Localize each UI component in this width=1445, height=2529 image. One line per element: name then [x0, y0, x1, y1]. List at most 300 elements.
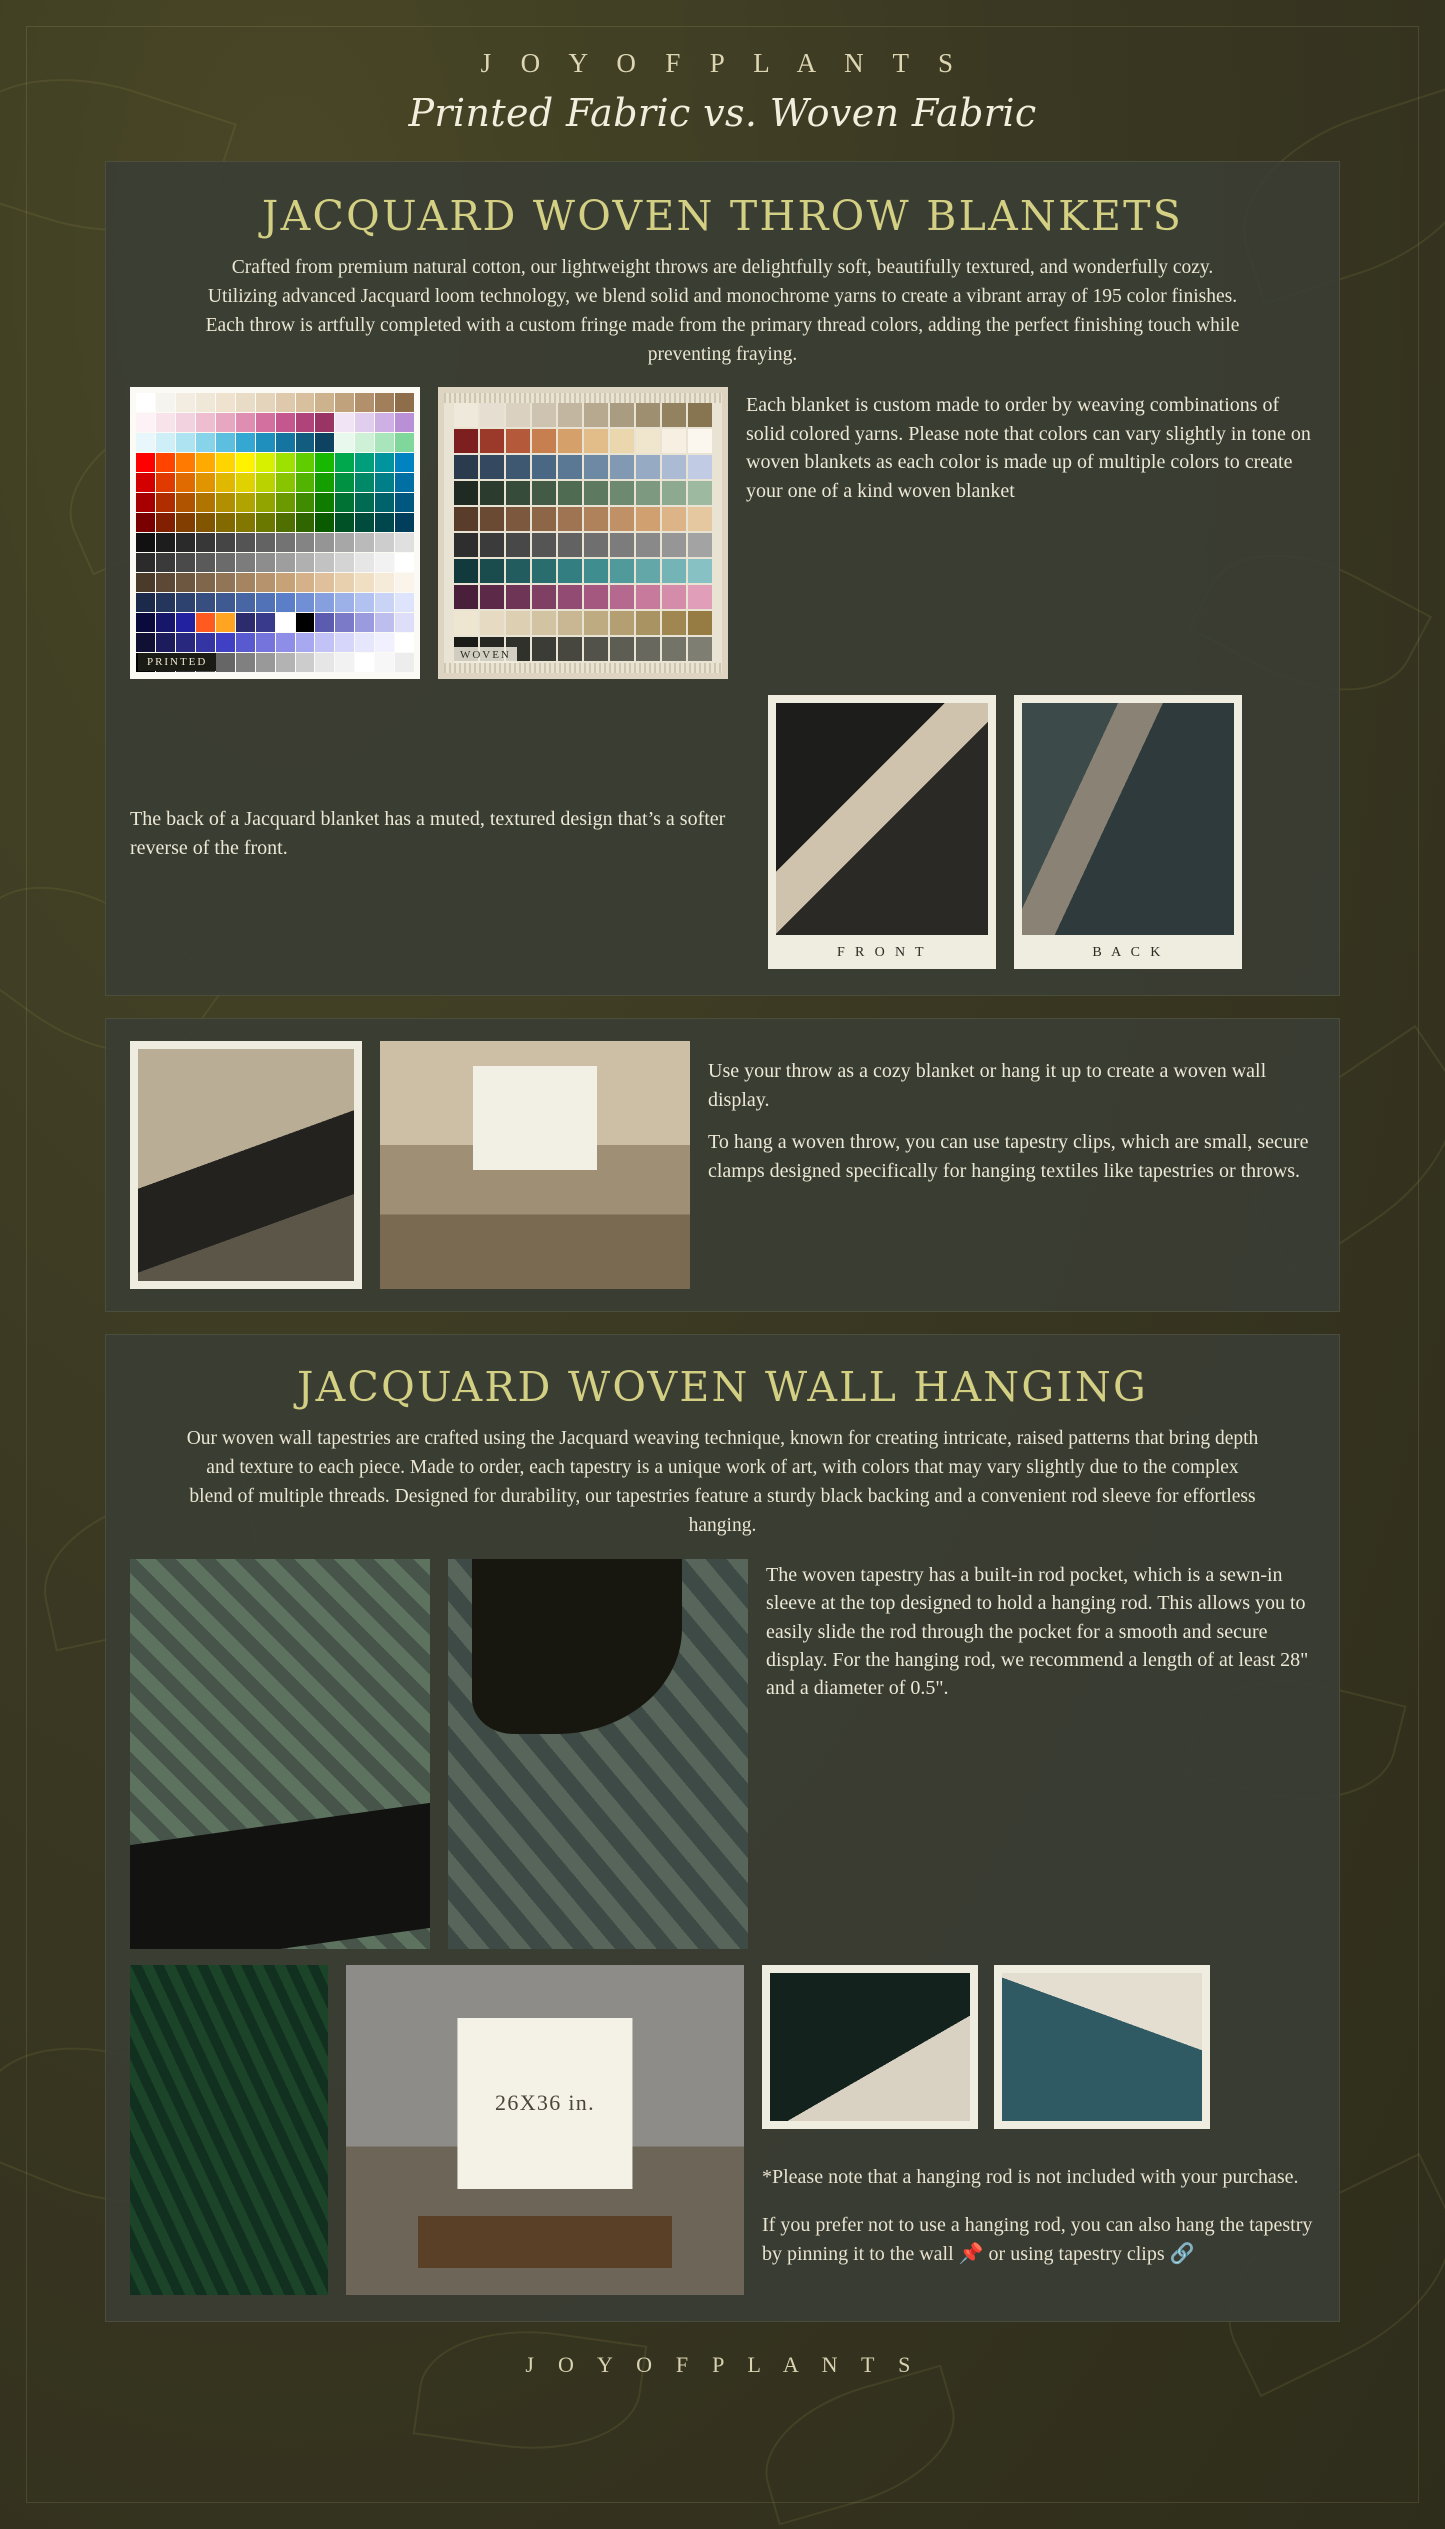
color-swatch: [156, 493, 175, 512]
brand-title: J O Y O F P L A N T S: [480, 48, 965, 78]
color-swatch: [688, 507, 712, 531]
color-swatch: [375, 613, 394, 632]
color-swatch: [480, 585, 504, 609]
color-swatch: [395, 653, 414, 672]
color-swatch: [506, 611, 530, 635]
color-swatch: [315, 453, 334, 472]
color-swatch: [335, 653, 354, 672]
color-swatch: [256, 433, 275, 452]
color-swatch: [355, 613, 374, 632]
color-swatch: [236, 533, 255, 552]
color-swatch: [506, 455, 530, 479]
color-swatch: [395, 513, 414, 532]
color-swatch: [276, 533, 295, 552]
color-swatch: [315, 633, 334, 652]
color-swatch: [256, 453, 275, 472]
footer-brand: J O Y O F P L A N T S: [525, 2351, 920, 2377]
color-swatch: [156, 393, 175, 412]
color-swatch: [176, 553, 195, 572]
color-swatch: [276, 593, 295, 612]
section3-note-1: *Please note that a hanging rod is not included with your purchase.: [762, 2165, 1299, 2188]
color-swatch: [216, 493, 235, 512]
color-swatch: [355, 393, 374, 412]
color-swatch: [176, 573, 195, 592]
section1-title: JACQUARD WOVEN THROW BLANKETS: [261, 192, 1184, 240]
color-swatch: [315, 413, 334, 432]
color-swatch: [196, 473, 215, 492]
folded-throw-frame: [130, 1041, 362, 1289]
color-swatch: [276, 453, 295, 472]
section1-side-text: Each blanket is custom made to order by weaving combinations of solid colored yarns. Please note that colors can vary slightly in tone on woven blankets as each color is made up of multiple colors to create your one of a kind woven blanket: [746, 394, 1311, 502]
color-swatch: [196, 513, 215, 532]
color-swatch: [156, 533, 175, 552]
color-swatch: [355, 493, 374, 512]
color-swatch: [480, 559, 504, 583]
color-swatch: [176, 473, 195, 492]
color-swatch: [196, 553, 215, 572]
back-caption-wrapper: [130, 695, 750, 862]
color-swatch: [375, 433, 394, 452]
color-swatch: [176, 413, 195, 432]
color-swatch: [216, 433, 235, 452]
color-swatch: [136, 633, 155, 652]
color-swatch: [196, 533, 215, 552]
color-swatch: [296, 493, 315, 512]
color-swatch: [236, 653, 255, 672]
color-swatch: [506, 585, 530, 609]
color-swatch: [236, 573, 255, 592]
color-swatch: [315, 533, 334, 552]
back-photo: [1022, 703, 1234, 935]
color-swatch: [375, 593, 394, 612]
color-swatch: [335, 613, 354, 632]
color-swatch: [662, 611, 686, 635]
color-swatch: [480, 481, 504, 505]
color-swatch: [256, 513, 275, 532]
color-swatch: [196, 453, 215, 472]
color-swatch: [335, 593, 354, 612]
living-room-photo: [380, 1041, 690, 1289]
color-swatch: [662, 533, 686, 557]
printed-swatch-grid: [130, 387, 420, 677]
color-swatch: [355, 553, 374, 572]
color-swatch: [636, 637, 660, 661]
color-swatch: [375, 473, 394, 492]
color-swatch: [196, 433, 215, 452]
woven-label: WOVEN: [454, 647, 517, 663]
color-swatch: [315, 593, 334, 612]
color-swatch: [480, 533, 504, 557]
color-swatch: [395, 573, 414, 592]
color-swatch: [236, 553, 255, 572]
color-swatch: [196, 593, 215, 612]
color-swatch: [454, 481, 478, 505]
color-swatch: [532, 429, 556, 453]
color-swatch: [610, 637, 634, 661]
color-swatch: [355, 573, 374, 592]
color-swatch: [558, 403, 582, 427]
color-swatch: [688, 533, 712, 557]
color-swatch: [176, 533, 195, 552]
color-swatch: [688, 637, 712, 661]
color-swatch: [136, 493, 155, 512]
color-swatch: [532, 637, 556, 661]
leaf-tapestry-photo: [130, 1965, 328, 2295]
color-swatch: [506, 403, 530, 427]
color-swatch: [216, 553, 235, 572]
color-swatch: [355, 533, 374, 552]
color-swatch: [176, 633, 195, 652]
color-swatch: [688, 481, 712, 505]
woven-swatch-card-wrapper: [438, 387, 728, 679]
color-swatch: [454, 533, 478, 557]
color-swatch: [156, 513, 175, 532]
section-wall-hanging: [105, 1334, 1340, 2321]
color-swatch: [276, 513, 295, 532]
color-swatch: [454, 429, 478, 453]
color-swatch: [662, 403, 686, 427]
color-swatch: [355, 433, 374, 452]
color-swatch: [276, 433, 295, 452]
color-swatch: [532, 403, 556, 427]
color-swatch: [355, 453, 374, 472]
color-swatch: [395, 393, 414, 412]
color-swatch: [315, 393, 334, 412]
color-swatch: [296, 613, 315, 632]
color-swatch: [236, 633, 255, 652]
color-swatch: [176, 393, 195, 412]
color-swatch: [335, 513, 354, 532]
color-swatch: [335, 453, 354, 472]
color-swatch: [395, 633, 414, 652]
color-swatch: [236, 513, 255, 532]
color-swatch: [256, 493, 275, 512]
color-swatch: [315, 513, 334, 532]
color-swatch: [506, 429, 530, 453]
color-swatch: [256, 593, 275, 612]
section2-text-wrapper: [708, 1041, 1315, 1185]
color-swatch: [136, 393, 155, 412]
color-swatch: [480, 429, 504, 453]
color-swatch: [558, 429, 582, 453]
color-swatch: [532, 585, 556, 609]
color-swatch: [395, 593, 414, 612]
color-swatch: [276, 393, 295, 412]
color-swatch: [276, 613, 295, 632]
color-swatch: [355, 413, 374, 432]
color-swatch: [662, 455, 686, 479]
section2-text-1: Use your throw as a cozy blanket or hang it up to create a woven wall display.: [708, 1060, 1267, 1111]
color-swatch: [176, 433, 195, 452]
color-swatch: [610, 507, 634, 531]
color-swatch: [176, 453, 195, 472]
color-swatch: [236, 453, 255, 472]
color-swatch: [276, 493, 295, 512]
color-swatch: [506, 533, 530, 557]
color-swatch: [335, 493, 354, 512]
color-swatch: [315, 473, 334, 492]
color-swatch: [395, 473, 414, 492]
printed-swatch-card: [130, 387, 420, 679]
color-swatch: [395, 493, 414, 512]
color-swatch: [375, 453, 394, 472]
color-swatch: [176, 513, 195, 532]
color-swatch: [610, 403, 634, 427]
color-swatch: [454, 455, 478, 479]
color-swatch: [532, 507, 556, 531]
color-swatch: [256, 633, 275, 652]
color-swatch: [276, 413, 295, 432]
color-swatch: [375, 633, 394, 652]
color-swatch: [176, 613, 195, 632]
color-swatch: [296, 393, 315, 412]
color-swatch: [335, 473, 354, 492]
color-swatch: [584, 455, 608, 479]
color-swatch: [636, 481, 660, 505]
color-swatch: [636, 507, 660, 531]
color-swatch: [256, 533, 275, 552]
color-swatch: [196, 613, 215, 632]
color-swatch: [315, 433, 334, 452]
front-photo: [776, 703, 988, 935]
color-swatch: [454, 559, 478, 583]
section-throw-blankets: [105, 161, 1340, 996]
color-swatch: [532, 481, 556, 505]
color-swatch: [584, 585, 608, 609]
color-swatch: [532, 559, 556, 583]
color-swatch: [216, 613, 235, 632]
color-swatch: [315, 493, 334, 512]
color-swatch: [688, 455, 712, 479]
color-swatch: [688, 611, 712, 635]
woven-swatch-grid: [444, 393, 722, 671]
color-swatch: [276, 573, 295, 592]
back-caption: The back of a Jacquard blanket has a muted, textured design that’s a softer reverse of the front.: [130, 808, 726, 859]
color-swatch: [196, 393, 215, 412]
section2-text-2: To hang a woven throw, you can use tapestry clips, which are small, secure clamps designed specifically for hanging textiles like tapestries or throws.: [708, 1131, 1309, 1182]
color-swatch: [480, 455, 504, 479]
color-swatch: [395, 553, 414, 572]
color-swatch: [480, 611, 504, 635]
color-swatch: [610, 611, 634, 635]
color-swatch: [296, 653, 315, 672]
color-swatch: [355, 513, 374, 532]
color-swatch: [355, 593, 374, 612]
color-swatch: [315, 573, 334, 592]
color-swatch: [558, 559, 582, 583]
color-swatch: [584, 533, 608, 557]
color-swatch: [662, 559, 686, 583]
color-swatch: [355, 473, 374, 492]
color-swatch: [454, 611, 478, 635]
color-swatch: [506, 481, 530, 505]
color-swatch: [395, 533, 414, 552]
color-swatch: [688, 429, 712, 453]
color-swatch: [216, 653, 235, 672]
color-swatch: [558, 611, 582, 635]
tapestry-backing-photo: [448, 1559, 748, 1949]
color-swatch: [136, 553, 155, 572]
color-swatch: [662, 481, 686, 505]
color-swatch: [256, 573, 275, 592]
color-swatch: [506, 559, 530, 583]
color-swatch: [315, 653, 334, 672]
color-swatch: [584, 637, 608, 661]
color-swatch: [610, 429, 634, 453]
color-swatch: [296, 553, 315, 572]
color-swatch: [335, 533, 354, 552]
color-swatch: [662, 585, 686, 609]
color-swatch: [636, 559, 660, 583]
color-swatch: [156, 593, 175, 612]
color-swatch: [156, 613, 175, 632]
color-swatch: [558, 533, 582, 557]
color-swatch: [256, 653, 275, 672]
color-swatch: [136, 513, 155, 532]
color-swatch: [688, 585, 712, 609]
color-swatch: [480, 403, 504, 427]
color-swatch: [558, 637, 582, 661]
section1-intro: Crafted from premium natural cotton, our lightweight throws are delightfully soft, beautifully textured, and wonderfully cozy. Utilizing advanced Jacquard loom technology, we blend solid and monochrome yarns to create a vibrant array of 195 color finishes. Each throw is artfully completed with a custom fringe made from the primary thread colors, adding the perfect finishing touch while preventing fraying.: [205, 257, 1240, 365]
color-swatch: [176, 593, 195, 612]
color-swatch: [395, 413, 414, 432]
color-swatch: [216, 513, 235, 532]
color-swatch: [584, 611, 608, 635]
color-swatch: [196, 633, 215, 652]
folded-throw-photo: [138, 1049, 354, 1281]
color-swatch: [532, 533, 556, 557]
printed-label: PRINTED: [138, 653, 216, 671]
color-swatch: [375, 553, 394, 572]
color-swatch: [662, 429, 686, 453]
color-swatch: [296, 573, 315, 592]
color-swatch: [454, 403, 478, 427]
color-swatch: [558, 481, 582, 505]
printed-swatch-card-wrapper: [130, 387, 420, 679]
color-swatch: [636, 585, 660, 609]
color-swatch: [688, 403, 712, 427]
color-swatch: [375, 533, 394, 552]
color-swatch: [335, 633, 354, 652]
color-swatch: [296, 633, 315, 652]
color-swatch: [335, 393, 354, 412]
front-photo-frame: [768, 695, 996, 969]
color-swatch: [176, 493, 195, 512]
color-swatch: [296, 593, 315, 612]
poster-size-label: 26X36 in.: [457, 2018, 632, 2190]
rod-pocket-frame: [762, 1965, 978, 2129]
color-swatch: [688, 559, 712, 583]
color-swatch: [296, 413, 315, 432]
section3-side-text-wrapper: [766, 1559, 1315, 1703]
color-swatch: [236, 493, 255, 512]
color-swatch: [636, 533, 660, 557]
color-swatch: [375, 413, 394, 432]
color-swatch: [196, 493, 215, 512]
color-swatch: [276, 653, 295, 672]
color-swatch: [196, 573, 215, 592]
page-subtitle: Printed Fabric vs. Woven Fabric: [408, 91, 1037, 135]
back-photo-caption: B A C K: [1092, 945, 1164, 961]
back-photo-frame: [1014, 695, 1242, 969]
section3-notes: [762, 2143, 1315, 2288]
color-swatch: [256, 393, 275, 412]
color-swatch: [558, 585, 582, 609]
color-swatch: [296, 473, 315, 492]
color-swatch: [584, 429, 608, 453]
color-swatch: [584, 559, 608, 583]
color-swatch: [532, 455, 556, 479]
rod-inserted-frame: [994, 1965, 1210, 2129]
color-swatch: [610, 559, 634, 583]
color-swatch: [136, 433, 155, 452]
color-swatch: [196, 413, 215, 432]
color-swatch: [584, 507, 608, 531]
color-swatch: [156, 633, 175, 652]
color-swatch: [256, 613, 275, 632]
color-swatch: [236, 433, 255, 452]
color-swatch: [355, 653, 374, 672]
section3-note-2: If you prefer not to use a hanging rod, you can also hang the tapestry by pinning it to the wall 📌 or using tapestry clips 🔗: [762, 2214, 1313, 2265]
color-swatch: [136, 593, 155, 612]
color-swatch: [276, 473, 295, 492]
color-swatch: [454, 507, 478, 531]
section-hanging-usage: [105, 1018, 1340, 1312]
tapestry-front-photo: [130, 1559, 430, 1949]
color-swatch: [335, 553, 354, 572]
color-swatch: [335, 433, 354, 452]
color-swatch: [636, 429, 660, 453]
color-swatch: [156, 433, 175, 452]
color-swatch: [136, 573, 155, 592]
color-swatch: [276, 633, 295, 652]
room-poster-photo: [346, 1965, 744, 2295]
color-swatch: [136, 473, 155, 492]
color-swatch: [355, 633, 374, 652]
color-swatch: [480, 507, 504, 531]
color-swatch: [256, 553, 275, 572]
color-swatch: [315, 613, 334, 632]
color-swatch: [136, 613, 155, 632]
color-swatch: [216, 573, 235, 592]
color-swatch: [216, 633, 235, 652]
woven-swatch-card: [438, 387, 728, 679]
color-swatch: [296, 513, 315, 532]
color-swatch: [395, 433, 414, 452]
color-swatch: [662, 507, 686, 531]
color-swatch: [136, 413, 155, 432]
color-swatch: [236, 593, 255, 612]
section3-intro: Our woven wall tapestries are crafted using the Jacquard weaving technique, known for creating intricate, raised patterns that bring depth and texture to each piece. Made to order, each tapestry is a unique work of art, with colors that may vary slightly due to the complex blend of multiple threads. Designed for durability, our tapestries feature a sturdy black backing and a convenient rod sleeve for effortless hanging.: [186, 1428, 1259, 1537]
color-swatch: [216, 413, 235, 432]
color-swatch: [296, 433, 315, 452]
color-swatch: [375, 513, 394, 532]
color-swatch: [375, 573, 394, 592]
rod-inserted-photo: [1002, 1973, 1202, 2121]
color-swatch: [296, 453, 315, 472]
color-swatch: [136, 453, 155, 472]
color-swatch: [610, 455, 634, 479]
section3-side-text: The woven tapestry has a built-in rod pocket, which is a sewn-in sleeve at the top designed to hold a hanging rod. This allows you to easily slide the rod through the pocket for a smooth and secure display. For the hanging rod, we recommend a length of at least 28" and a diameter of 0.5".: [766, 1563, 1309, 1700]
color-swatch: [558, 455, 582, 479]
color-swatch: [216, 473, 235, 492]
color-swatch: [216, 533, 235, 552]
rod-pocket-photo: [770, 1973, 970, 2121]
color-swatch: [236, 613, 255, 632]
color-swatch: [156, 553, 175, 572]
color-swatch: [256, 473, 275, 492]
color-swatch: [558, 507, 582, 531]
